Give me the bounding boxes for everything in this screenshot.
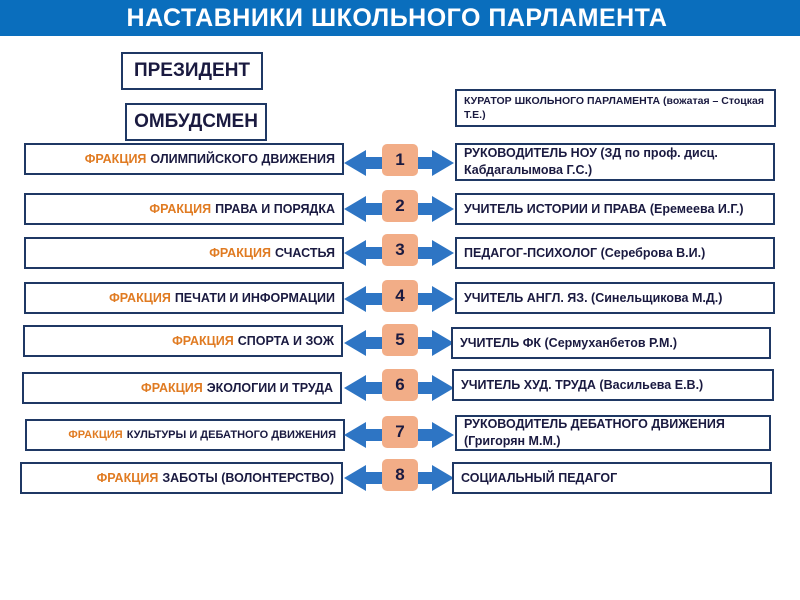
faction-name: ПЕЧАТИ И ИНФОРМАЦИИ (174, 291, 335, 305)
faction-box-1 (24, 143, 344, 175)
mentor-label: РУКОВОДИТЕЛЬ ДЕБАТНОГО ДВИЖЕНИЯ (Григорян М.М.) (464, 417, 725, 448)
faction-box-6 (22, 372, 342, 404)
mentor-label: ПЕДАГОГ-ПСИХОЛОГ (Сереброва В.И.) (464, 245, 706, 260)
title-bar (0, 0, 800, 36)
faction-prefix: ФРАКЦИЯ (141, 381, 203, 395)
number-badge: 3 (382, 234, 418, 266)
ombudsman-box (125, 103, 267, 141)
faction-prefix: ФРАКЦИЯ (109, 291, 171, 305)
mentor-label: СОЦИАЛЬНЫЙ ПЕДАГОГ (461, 470, 618, 485)
curator-label: КУРАТОР ШКОЛЬНОГО ПАРЛАМЕНТА (вожатая – Стоцкая Т.Е.) (464, 95, 764, 121)
faction-name: ОЛИМПИЙСКОГО ДВИЖЕНИЯ (150, 152, 335, 166)
mentor-box-1 (455, 143, 775, 181)
faction-box-4 (24, 282, 344, 314)
mentor-box-8 (452, 462, 772, 494)
faction-name: ЭКОЛОГИИ И ТРУДА (206, 381, 333, 395)
president-label: ПРЕЗИДЕНТ (133, 60, 251, 81)
mentor-box-5 (451, 327, 771, 359)
number-badge: 6 (382, 369, 418, 401)
faction-box-3 (24, 237, 344, 269)
number-badge: 5 (382, 324, 418, 356)
connector-arrow-7 (344, 422, 454, 448)
faction-prefix: ФРАКЦИЯ (68, 429, 123, 441)
faction-name: ПРАВА И ПОРЯДКА (215, 202, 335, 216)
curator-box (455, 89, 776, 127)
mentor-label: УЧИТЕЛЬ ФК (Сермуханбетов Р.М.) (460, 335, 678, 350)
mentor-label: УЧИТЕЛЬ ИСТОРИИ И ПРАВА (Еремеева И.Г.) (464, 201, 744, 216)
connector-arrow-6 (344, 375, 454, 401)
faction-prefix: ФРАКЦИЯ (172, 334, 234, 348)
faction-name: СПОРТА И ЗОЖ (237, 334, 334, 348)
faction-prefix: ФРАКЦИЯ (209, 246, 271, 260)
mentor-box-6 (452, 369, 774, 401)
faction-name: ЗАБОТЫ (ВОЛОНТЕРСТВО) (162, 471, 334, 485)
number-badge: 8 (382, 459, 418, 491)
faction-prefix: ФРАКЦИЯ (84, 152, 147, 166)
faction-prefix: ФРАКЦИЯ (149, 202, 212, 216)
mentor-box-4 (455, 282, 775, 314)
mentor-box-7 (455, 415, 771, 451)
faction-box-7 (25, 419, 345, 451)
number-badge: 1 (382, 144, 418, 176)
connector-arrow-3 (344, 240, 454, 266)
mentor-label: УЧИТЕЛЬ АНГЛ. ЯЗ. (Синельщикова М.Д.) (464, 290, 723, 305)
mentor-box-2 (455, 193, 775, 225)
faction-name: СЧАСТЬЯ (274, 246, 335, 260)
connector-arrow-8 (344, 465, 454, 491)
connector-arrow-5 (344, 330, 454, 356)
faction-box-8 (20, 462, 343, 494)
faction-box-5 (23, 325, 343, 357)
faction-box-2 (24, 193, 344, 225)
ombudsman-label: ОМБУДСМЕН (134, 111, 258, 132)
connector-arrow-2 (344, 196, 454, 222)
mentor-label: УЧИТЕЛЬ ХУД. ТРУДА (Васильева Е.В.) (461, 377, 704, 392)
number-badge: 4 (382, 280, 418, 312)
president-box (121, 52, 263, 90)
number-badge: 7 (382, 416, 418, 448)
faction-prefix: ФРАКЦИЯ (96, 471, 159, 485)
page-title: НАСТАВНИКИ ШКОЛЬНОГО ПАРЛАМЕНТА (126, 3, 668, 32)
connector-arrow-1 (344, 150, 454, 176)
faction-name: КУЛЬТУРЫ И ДЕБАТНОГО ДВИЖЕНИЯ (126, 429, 336, 441)
mentor-box-3 (455, 237, 775, 269)
mentor-label: РУКОВОДИТЕЛЬ НОУ (ЗД по проф. дисц. Кабдагалымова Г.С.) (464, 146, 718, 177)
connector-arrow-4 (344, 286, 454, 312)
number-badge: 2 (382, 190, 418, 222)
